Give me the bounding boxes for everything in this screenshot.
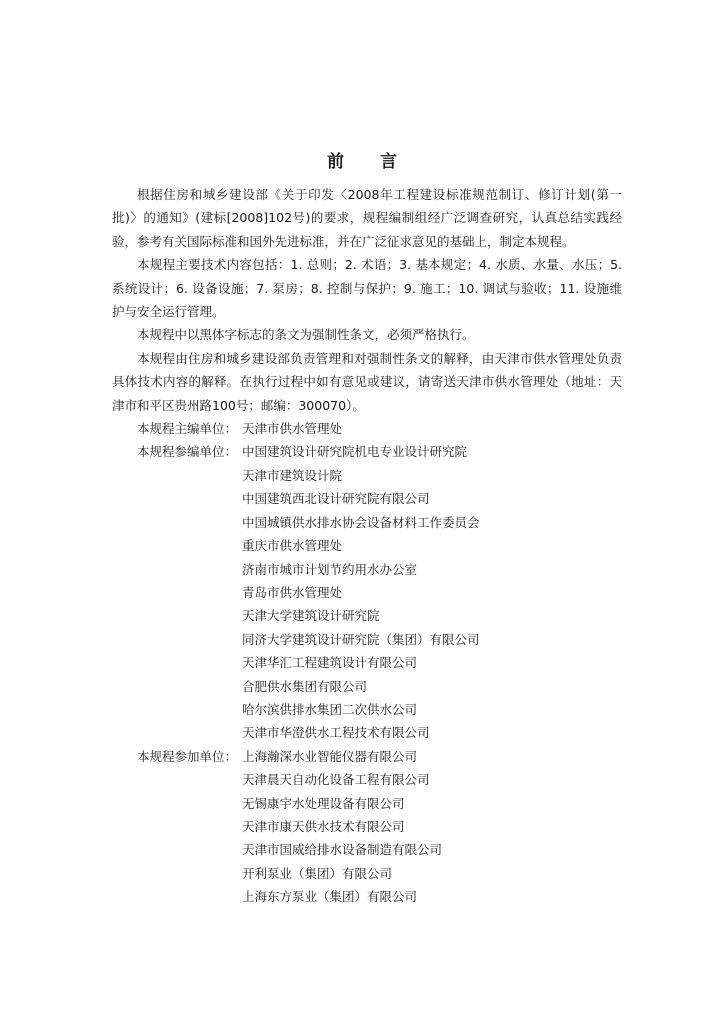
chief-unit-row [112,417,622,440]
participating-unit-row [112,558,622,581]
contributing-unit-name: 天津市国威给排水设备制造有限公司 [242,842,443,858]
contributing-unit-name: 天津市康天供水技术有限公司 [242,818,405,834]
contributing-unit-row [112,862,622,885]
contributing-unit-row [112,815,622,838]
participating-unit-row [112,581,622,604]
participating-unit-row [112,628,622,651]
participating-unit-name: 济南市城市计划节约用水办公室 [242,561,418,577]
participating-unit-row [112,464,622,487]
contributing-unit-row [112,885,622,908]
contributing-unit-row [112,745,622,768]
contributing-units-label: 本规程参加单位： [137,748,238,764]
participating-unit-name: 中国建筑西北设计研究院有限公司 [242,491,430,507]
contributing-unit-row [112,792,622,815]
participating-unit-name: 合肥供水集团有限公司 [242,678,368,694]
paragraph-mandatory: 本规程中以黑体字标志的条文为强制性条文，必须严格执行。 [137,327,475,343]
participating-unit-row [112,698,622,721]
paragraph-contents: 本规程主要技术内容包括：1. 总则；2. 术语；3. 基本规定；4. 水质、水量、水压；5. 系统设计；6. 设备设施；7. 泵房；8. 控制与保护；9. 施工；10. 调试与验收；11. 设施维护与安全运行管理。 [112,257,622,320]
participating-unit-name: 天津华汇工程建筑设计有限公司 [242,655,418,671]
paragraph-basis: 根据住房和城乡建设部《关于印发〈2008年工程建设标准规范制订、修订计划(第一批)〉的通知》(建标[2008]102号)的要求，规程编制组经广泛调查研究，认真总结实践经验，参考有关国际标准和国外先进标准，并在广泛征求意见的基础上，制定本规程。 [112,187,622,249]
participating-unit-row [112,651,622,674]
contributing-unit-row [112,838,622,861]
contributing-unit-name: 上海瀚深水业智能仪器有限公司 [242,748,418,764]
participating-unit-name: 同济大学建筑设计研究院（集团）有限公司 [242,631,480,647]
contributing-unit-name: 天津晨天自动化设备工程有限公司 [242,772,430,788]
participating-unit-name: 青岛市供水管理处 [242,584,343,600]
contributing-unit-name: 上海东方泵业（集团）有限公司 [242,889,418,905]
participating-unit-row [112,534,622,557]
participating-unit-name: 重庆市供水管理处 [242,538,343,554]
preface-body [112,183,622,909]
participating-units-label: 本规程参编单位： [137,444,238,460]
participating-unit-row [112,604,622,627]
contributing-unit-row [112,768,622,791]
participating-unit-name: 中国建筑设计研究院机电专业设计研究院 [242,444,468,460]
participating-unit-row [112,675,622,698]
participating-unit-name: 天津大学建筑设计研究院 [242,608,380,624]
participating-unit-row [112,440,622,463]
contributing-unit-name: 无锡康宇水处理设备有限公司 [242,795,405,811]
participating-unit-row [112,511,622,534]
participating-unit-name: 中国城镇供水排水协会设备材料工作委员会 [242,514,480,530]
participating-unit-row [112,487,622,510]
chief-unit-name: 天津市供水管理处 [242,421,343,437]
participating-unit-name: 天津市华澄供水工程技术有限公司 [242,725,430,741]
participating-unit-name: 天津市建筑设计院 [242,467,343,483]
participating-unit-row [112,721,622,744]
page-title: 前 言 [327,152,412,172]
participating-unit-name: 哈尔滨供排水集团二次供水公司 [242,701,418,717]
paragraph-management: 本规程由住房和城乡建设部负责管理和对强制性条文的解释，由天津市供水管理处负责具体技术内容的解释。在执行过程中如有意见或建议，请寄送天津市供水管理处（地址：天津市和平区贵州路100号；邮编：300070）。 [112,350,622,413]
chief-unit-label: 本规程主编单位： [137,421,238,437]
contributing-unit-name: 开利泵业（集团）有限公司 [242,865,393,881]
